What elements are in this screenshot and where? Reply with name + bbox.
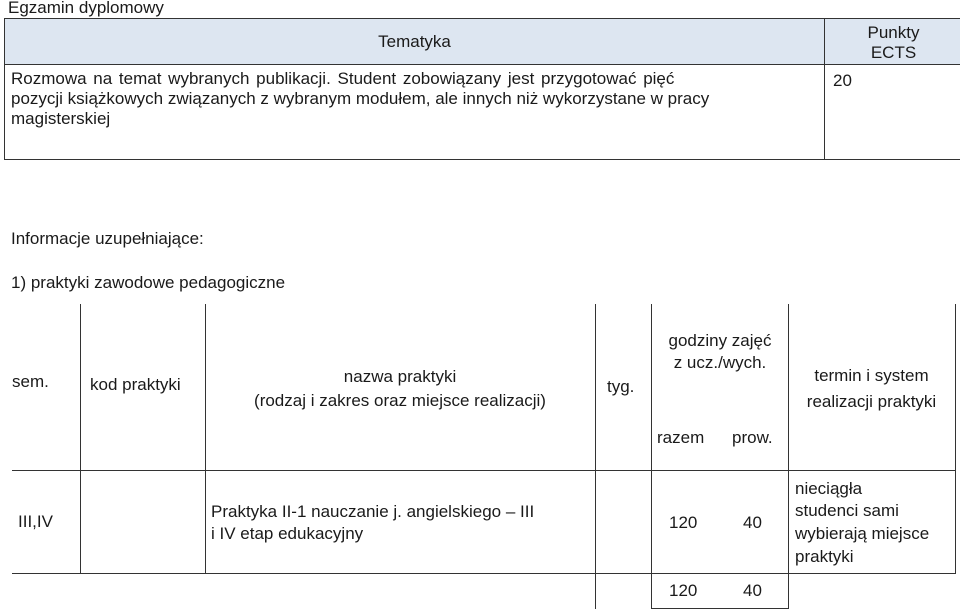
exam-table [4,18,960,160]
practice-table-line [651,608,789,609]
header-name-line2: (rodzaj i zakres oraz miejsce realizacji) [254,391,546,410]
ects-header-cell [825,19,960,65]
header-term-line2: realizacji praktyki [806,392,937,411]
practice-table-line [80,304,81,574]
practice-table-line [955,304,956,574]
row-hours-prow: 40 [743,513,762,532]
practice-table-line [12,470,956,471]
practice-table-line [205,304,206,574]
practice-table-line [595,304,596,609]
row-hours-total: 120 [669,513,698,532]
row-name-line2: i IV etap edukacyjny [211,524,364,543]
header-term-line1: termin i system [814,366,929,385]
header-weeks: tyg. [607,377,635,396]
topic-header-cell [5,19,825,65]
header-hours-line1: godziny zajęć [668,331,772,350]
row-term-line3: wybierają miejsce [795,524,930,543]
row-term-line1: nieciągła [795,479,863,498]
topic-header: Tematyka [378,31,451,51]
ects-header-line1: Punkty [867,22,920,42]
row-term-line2: studenci sami [795,501,899,520]
ects-value-cell [825,65,960,160]
row-sem: III,IV [18,512,53,531]
topic-line3: magisterskiej [11,109,111,128]
header-hours-total: razem [657,428,705,447]
row-term-line4: praktyki [795,547,854,566]
topic-line2: pozycji książkowych związanych z wybranym modułem, ale innych niż wykorzystane w pracy [11,89,710,108]
topic-description-cell [5,65,825,160]
totals-hours-prow: 40 [743,581,762,600]
practice-table-line [12,573,956,574]
row-name-line1: Praktyka II-1 nauczanie j. angielskiego – III [211,502,535,521]
supplementary-heading: Informacje uzupełniające: [11,229,204,248]
header-sem: sem. [12,372,49,391]
ects-header-line2: ECTS [870,42,917,62]
ects-value: 20 [833,71,852,90]
header-hours-line2: z ucz./wych. [673,353,767,372]
header-code: kod praktyki [90,375,181,394]
topic-line1: Rozmowa na temat wybranych publikacji. Student zobowiązany jest przygotować pięć [11,69,675,88]
practice-heading: 1) praktyki zawodowe pedagogiczne [11,273,286,292]
exam-title: Egzamin dyplomowy [8,0,164,17]
header-hours-prow: prow. [732,428,773,447]
header-name-line1: nazwa praktyki [343,367,457,386]
totals-hours-total: 120 [669,581,698,600]
